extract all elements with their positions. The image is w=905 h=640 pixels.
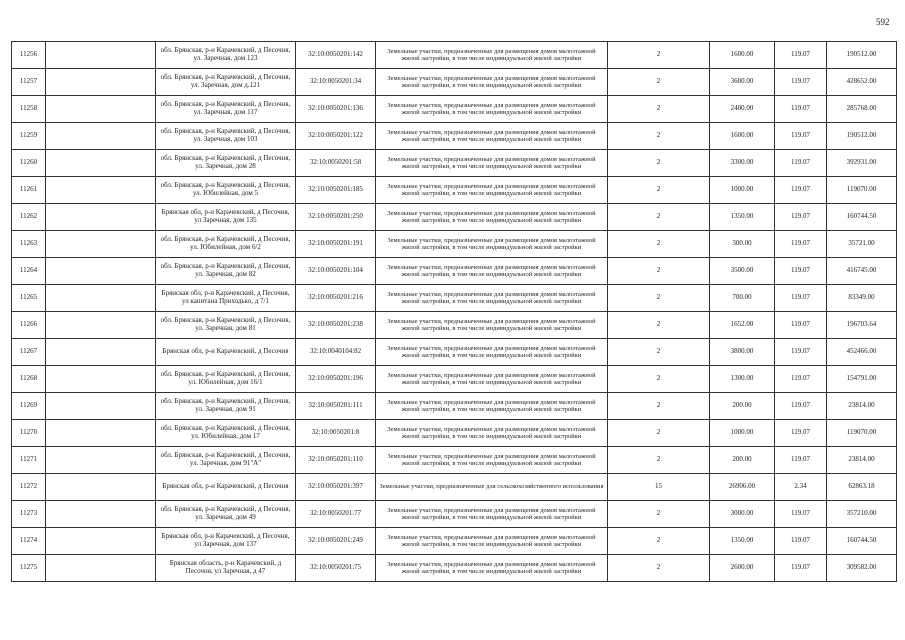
- blank-cell: [46, 555, 156, 582]
- land-registry-table: [11, 41, 897, 582]
- cadastral-number-cell: 32:10:0050201:75: [296, 555, 376, 582]
- land-use-cell: Земельные участки, предназначенные для размещения домов малоэтажной жилой застройки, в том числе индивидуальной жилой застройки: [376, 393, 608, 420]
- land-use-cell: Земельные участки, предназначенные для размещения домов малоэтажной жилой застройки, в том числе индивидуальной жилой застройки: [376, 231, 608, 258]
- row-id-cell: 11257: [12, 69, 46, 96]
- table-row: [12, 231, 897, 258]
- specific-value-cell: 119.07: [775, 366, 827, 393]
- specific-value-cell: 119.07: [775, 204, 827, 231]
- blank-cell: [46, 96, 156, 123]
- land-use-cell: Земельные участки, предназначенные для размещения домов малоэтажной жилой застройки, в том числе индивидуальной жилой застройки: [376, 177, 608, 204]
- address-cell: обл. Брянская, р-н Карачевский, д Песочня, ул. Заречная, дом 49: [156, 501, 296, 528]
- row-id-cell: 11267: [12, 339, 46, 366]
- cadastral-number-cell: 32:10:0050201:250: [296, 204, 376, 231]
- blank-cell: [46, 150, 156, 177]
- blank-cell: [46, 339, 156, 366]
- table-body: [12, 42, 897, 582]
- area-cell: 200.00: [710, 393, 775, 420]
- page-number: 592: [876, 17, 890, 27]
- table-row: [12, 150, 897, 177]
- area-cell: 2600.00: [710, 555, 775, 582]
- cadastral-value-cell: 190512.00: [827, 123, 897, 150]
- cadastral-number-cell: 32:10:0050201:216: [296, 285, 376, 312]
- table-row: [12, 555, 897, 582]
- row-id-cell: 11272: [12, 474, 46, 501]
- specific-value-cell: 119.07: [775, 420, 827, 447]
- row-id-cell: 11258: [12, 96, 46, 123]
- specific-value-cell: 119.07: [775, 528, 827, 555]
- cadastral-value-cell: 160744.50: [827, 528, 897, 555]
- use-group-cell: 2: [608, 42, 710, 69]
- area-cell: 1000.00: [710, 177, 775, 204]
- row-id-cell: 11266: [12, 312, 46, 339]
- address-cell: Брянская область, р-н Карачевский, д Песочня, ул Заречная, д 47: [156, 555, 296, 582]
- cadastral-number-cell: 32:10:0050201:34: [296, 69, 376, 96]
- land-use-cell: Земельные участки, предназначенные для сельскохозяйственного использования: [376, 474, 608, 501]
- row-id-cell: 11262: [12, 204, 46, 231]
- table-row: [12, 528, 897, 555]
- table-row: [12, 312, 897, 339]
- use-group-cell: 2: [608, 501, 710, 528]
- use-group-cell: 2: [608, 555, 710, 582]
- land-use-cell: Земельные участки, предназначенные для размещения домов малоэтажной жилой застройки, в том числе индивидуальной жилой застройки: [376, 42, 608, 69]
- use-group-cell: 2: [608, 177, 710, 204]
- area-cell: 3600.00: [710, 69, 775, 96]
- blank-cell: [46, 366, 156, 393]
- cadastral-value-cell: 83349.00: [827, 285, 897, 312]
- land-use-cell: Земельные участки, предназначенные для размещения домов малоэтажной жилой застройки, в том числе индивидуальной жилой застройки: [376, 312, 608, 339]
- cadastral-value-cell: 392931.00: [827, 150, 897, 177]
- specific-value-cell: 119.07: [775, 339, 827, 366]
- cadastral-value-cell: 285768.00: [827, 96, 897, 123]
- cadastral-value-cell: 428652.00: [827, 69, 897, 96]
- table-row: [12, 177, 897, 204]
- table-row: [12, 69, 897, 96]
- address-cell: обл. Брянская, р-н Карачевский, д Песочня, ул. Заречная, дом 91: [156, 393, 296, 420]
- row-id-cell: 11271: [12, 447, 46, 474]
- cadastral-number-cell: 32:10:0050201:191: [296, 231, 376, 258]
- table-row: [12, 123, 897, 150]
- use-group-cell: 2: [608, 528, 710, 555]
- area-cell: 3000.00: [710, 501, 775, 528]
- specific-value-cell: 119.07: [775, 555, 827, 582]
- table-row: [12, 204, 897, 231]
- cadastral-number-cell: 32:10:0050201:142: [296, 42, 376, 69]
- area-cell: 3800.00: [710, 339, 775, 366]
- row-id-cell: 11263: [12, 231, 46, 258]
- specific-value-cell: 119.07: [775, 231, 827, 258]
- address-cell: Брянская обл, р-н Карачевский, д Песочня, ул капитана Приходько, д 7/1: [156, 285, 296, 312]
- table-row: [12, 393, 897, 420]
- address-cell: обл. Брянская, р-н Карачевский, д Песочня, ул. Юбилейная, дом 16/1: [156, 366, 296, 393]
- land-use-cell: Земельные участки, предназначенные для размещения домов малоэтажной жилой застройки, в том числе индивидуальной жилой застройки: [376, 420, 608, 447]
- cadastral-number-cell: 32:10:0050201:185: [296, 177, 376, 204]
- use-group-cell: 2: [608, 393, 710, 420]
- specific-value-cell: 119.07: [775, 42, 827, 69]
- use-group-cell: 2: [608, 258, 710, 285]
- land-use-cell: Земельные участки, предназначенные для размещения домов малоэтажной жилой застройки, в том числе индивидуальной жилой застройки: [376, 69, 608, 96]
- row-id-cell: 11269: [12, 393, 46, 420]
- area-cell: 3500.00: [710, 258, 775, 285]
- use-group-cell: 2: [608, 96, 710, 123]
- use-group-cell: 2: [608, 285, 710, 312]
- cadastral-value-cell: 119070.00: [827, 420, 897, 447]
- table-row: [12, 474, 897, 501]
- specific-value-cell: 119.07: [775, 177, 827, 204]
- specific-value-cell: 119.07: [775, 258, 827, 285]
- area-cell: 2400.00: [710, 96, 775, 123]
- table-row: [12, 96, 897, 123]
- address-cell: Брянская обл, р-н Карачевский, д Песочня: [156, 339, 296, 366]
- use-group-cell: 2: [608, 366, 710, 393]
- blank-cell: [46, 177, 156, 204]
- use-group-cell: 2: [608, 123, 710, 150]
- blank-cell: [46, 393, 156, 420]
- cadastral-value-cell: 23814.00: [827, 447, 897, 474]
- address-cell: обл. Брянская, р-н Карачевский, д Песочня, ул. Юбилейная, дом 5: [156, 177, 296, 204]
- cadastral-value-cell: 309582.00: [827, 555, 897, 582]
- row-id-cell: 11265: [12, 285, 46, 312]
- row-id-cell: 11274: [12, 528, 46, 555]
- table-row: [12, 501, 897, 528]
- address-cell: обл. Брянская, р-н Карачевский, д Песочня, ул. Заречная, дом 82: [156, 258, 296, 285]
- cadastral-value-cell: 119070.00: [827, 177, 897, 204]
- specific-value-cell: 119.07: [775, 312, 827, 339]
- land-use-cell: Земельные участки, предназначенные для размещения домов малоэтажной жилой застройки, в том числе индивидуальной жилой застройки: [376, 150, 608, 177]
- area-cell: 3300.00: [710, 150, 775, 177]
- cadastral-number-cell: 32:10:0050201:238: [296, 312, 376, 339]
- blank-cell: [46, 285, 156, 312]
- cadastral-number-cell: 32:10:0050201:196: [296, 366, 376, 393]
- specific-value-cell: 119.07: [775, 285, 827, 312]
- area-cell: 200.00: [710, 447, 775, 474]
- cadastral-value-cell: 190512.00: [827, 42, 897, 69]
- cadastral-value-cell: 416745.00: [827, 258, 897, 285]
- land-use-cell: Земельные участки, предназначенные для размещения домов малоэтажной жилой застройки, в том числе индивидуальной жилой застройки: [376, 204, 608, 231]
- land-use-cell: Земельные участки, предназначенные для размещения домов малоэтажной жилой застройки, в том числе индивидуальной жилой застройки: [376, 366, 608, 393]
- specific-value-cell: 119.07: [775, 447, 827, 474]
- cadastral-value-cell: 357210.00: [827, 501, 897, 528]
- land-use-cell: Земельные участки, предназначенные для размещения домов малоэтажной жилой застройки, в том числе индивидуальной жилой застройки: [376, 501, 608, 528]
- specific-value-cell: 119.07: [775, 96, 827, 123]
- address-cell: обл. Брянская, р-н Карачевский, д Песочня, ул. Заречная, дом 81: [156, 312, 296, 339]
- land-use-cell: Земельные участки, предназначенные для размещения домов малоэтажной жилой застройки, в том числе индивидуальной жилой застройки: [376, 447, 608, 474]
- use-group-cell: 2: [608, 447, 710, 474]
- area-cell: 1600.00: [710, 123, 775, 150]
- blank-cell: [46, 204, 156, 231]
- table-row: [12, 366, 897, 393]
- blank-cell: [46, 528, 156, 555]
- specific-value-cell: 2.34: [775, 474, 827, 501]
- blank-cell: [46, 447, 156, 474]
- cadastral-number-cell: 32:10:0050201:8: [296, 420, 376, 447]
- blank-cell: [46, 501, 156, 528]
- blank-cell: [46, 123, 156, 150]
- blank-cell: [46, 420, 156, 447]
- land-use-cell: Земельные участки, предназначенные для размещения домов малоэтажной жилой застройки, в том числе индивидуальной жилой застройки: [376, 258, 608, 285]
- row-id-cell: 11259: [12, 123, 46, 150]
- row-id-cell: 11270: [12, 420, 46, 447]
- row-id-cell: 11256: [12, 42, 46, 69]
- blank-cell: [46, 42, 156, 69]
- specific-value-cell: 119.07: [775, 150, 827, 177]
- land-use-cell: Земельные участки, предназначенные для размещения домов малоэтажной жилой застройки, в том числе индивидуальной жилой застройки: [376, 285, 608, 312]
- use-group-cell: 2: [608, 312, 710, 339]
- area-cell: 1350.00: [710, 204, 775, 231]
- cadastral-number-cell: 32:10:0050201:249: [296, 528, 376, 555]
- blank-cell: [46, 474, 156, 501]
- table-row: [12, 258, 897, 285]
- table-row: [12, 447, 897, 474]
- cadastral-value-cell: 62863.18: [827, 474, 897, 501]
- address-cell: обл. Брянская, р-н Карачевский, д Песочня, ул. Заречная, дом 103: [156, 123, 296, 150]
- cadastral-number-cell: 32:10:0050201:136: [296, 96, 376, 123]
- area-cell: 1350.00: [710, 528, 775, 555]
- blank-cell: [46, 258, 156, 285]
- row-id-cell: 11260: [12, 150, 46, 177]
- blank-cell: [46, 231, 156, 258]
- land-use-cell: Земельные участки, предназначенные для размещения домов малоэтажной жилой застройки, в том числе индивидуальной жилой застройки: [376, 555, 608, 582]
- table-row: [12, 339, 897, 366]
- specific-value-cell: 119.07: [775, 393, 827, 420]
- cadastral-value-cell: 35721.00: [827, 231, 897, 258]
- address-cell: Брянская обл, р-н Карачевский, д Песочня, ул Заречная, дом 135: [156, 204, 296, 231]
- use-group-cell: 15: [608, 474, 710, 501]
- use-group-cell: 2: [608, 420, 710, 447]
- specific-value-cell: 119.07: [775, 501, 827, 528]
- cadastral-number-cell: 32:10:0050201:397: [296, 474, 376, 501]
- specific-value-cell: 119.07: [775, 69, 827, 96]
- cadastral-value-cell: 196703.64: [827, 312, 897, 339]
- cadastral-number-cell: 32:10:0050201:104: [296, 258, 376, 285]
- area-cell: 300.00: [710, 231, 775, 258]
- row-id-cell: 11261: [12, 177, 46, 204]
- specific-value-cell: 119.07: [775, 123, 827, 150]
- table-row: [12, 285, 897, 312]
- land-use-cell: Земельные участки, предназначенные для размещения домов малоэтажной жилой застройки, в том числе индивидуальной жилой застройки: [376, 339, 608, 366]
- table-row: [12, 420, 897, 447]
- use-group-cell: 2: [608, 231, 710, 258]
- land-use-cell: Земельные участки, предназначенные для размещения домов малоэтажной жилой застройки, в том числе индивидуальной жилой застройки: [376, 96, 608, 123]
- address-cell: обл. Брянская, р-н Карачевский, д Песочня, ул. Заречная, дом 123: [156, 42, 296, 69]
- use-group-cell: 2: [608, 204, 710, 231]
- address-cell: обл. Брянская, р-н Карачевский, д Песочня, ул. Заречная, дом 91"А": [156, 447, 296, 474]
- row-id-cell: 11264: [12, 258, 46, 285]
- address-cell: обл. Брянская, р-н Карачевский, д Песочня, ул. Заречная, дом д.121: [156, 69, 296, 96]
- area-cell: 1652.00: [710, 312, 775, 339]
- address-cell: обл. Брянская, р-н Карачевский, д Песочня, ул. Юбилейная, дом 17: [156, 420, 296, 447]
- table-row: [12, 42, 897, 69]
- address-cell: обл. Брянская, р-н Карачевский, д Песочня, ул. Заречная, дом 117: [156, 96, 296, 123]
- cadastral-value-cell: 452466.00: [827, 339, 897, 366]
- cadastral-number-cell: 32:10:0050201:110: [296, 447, 376, 474]
- row-id-cell: 11273: [12, 501, 46, 528]
- cadastral-value-cell: 23814.00: [827, 393, 897, 420]
- area-cell: 700.00: [710, 285, 775, 312]
- use-group-cell: 2: [608, 150, 710, 177]
- address-cell: обл. Брянская, р-н Карачевский, д Песочня, ул. Юбилейная, дом 6/2: [156, 231, 296, 258]
- cadastral-number-cell: 32:10:0040104:82: [296, 339, 376, 366]
- land-use-cell: Земельные участки, предназначенные для размещения домов малоэтажной жилой застройки, в том числе индивидуальной жилой застройки: [376, 123, 608, 150]
- use-group-cell: 2: [608, 69, 710, 96]
- row-id-cell: 11275: [12, 555, 46, 582]
- land-use-cell: Земельные участки, предназначенные для размещения домов малоэтажной жилой застройки, в том числе индивидуальной жилой застройки: [376, 528, 608, 555]
- cadastral-number-cell: 32:10:0050201:58: [296, 150, 376, 177]
- cadastral-number-cell: 32:10:0050201:111: [296, 393, 376, 420]
- use-group-cell: 2: [608, 339, 710, 366]
- cadastral-number-cell: 32:10:0050201:77: [296, 501, 376, 528]
- row-id-cell: 11268: [12, 366, 46, 393]
- area-cell: 1300.00: [710, 366, 775, 393]
- cadastral-value-cell: 160744.50: [827, 204, 897, 231]
- blank-cell: [46, 312, 156, 339]
- address-cell: Брянская обл, р-н Карачевский, д Песочня, ул Заречная, дом 137: [156, 528, 296, 555]
- address-cell: Брянская обл, р-н Карачевский, д Песочня: [156, 474, 296, 501]
- blank-cell: [46, 69, 156, 96]
- cadastral-value-cell: 154791.00: [827, 366, 897, 393]
- address-cell: обл. Брянская, р-н Карачевский, д Песочня, ул. Заречная, дом 28: [156, 150, 296, 177]
- area-cell: 1000.00: [710, 420, 775, 447]
- area-cell: 26906.00: [710, 474, 775, 501]
- area-cell: 1600.00: [710, 42, 775, 69]
- cadastral-number-cell: 32:10:0050201:122: [296, 123, 376, 150]
